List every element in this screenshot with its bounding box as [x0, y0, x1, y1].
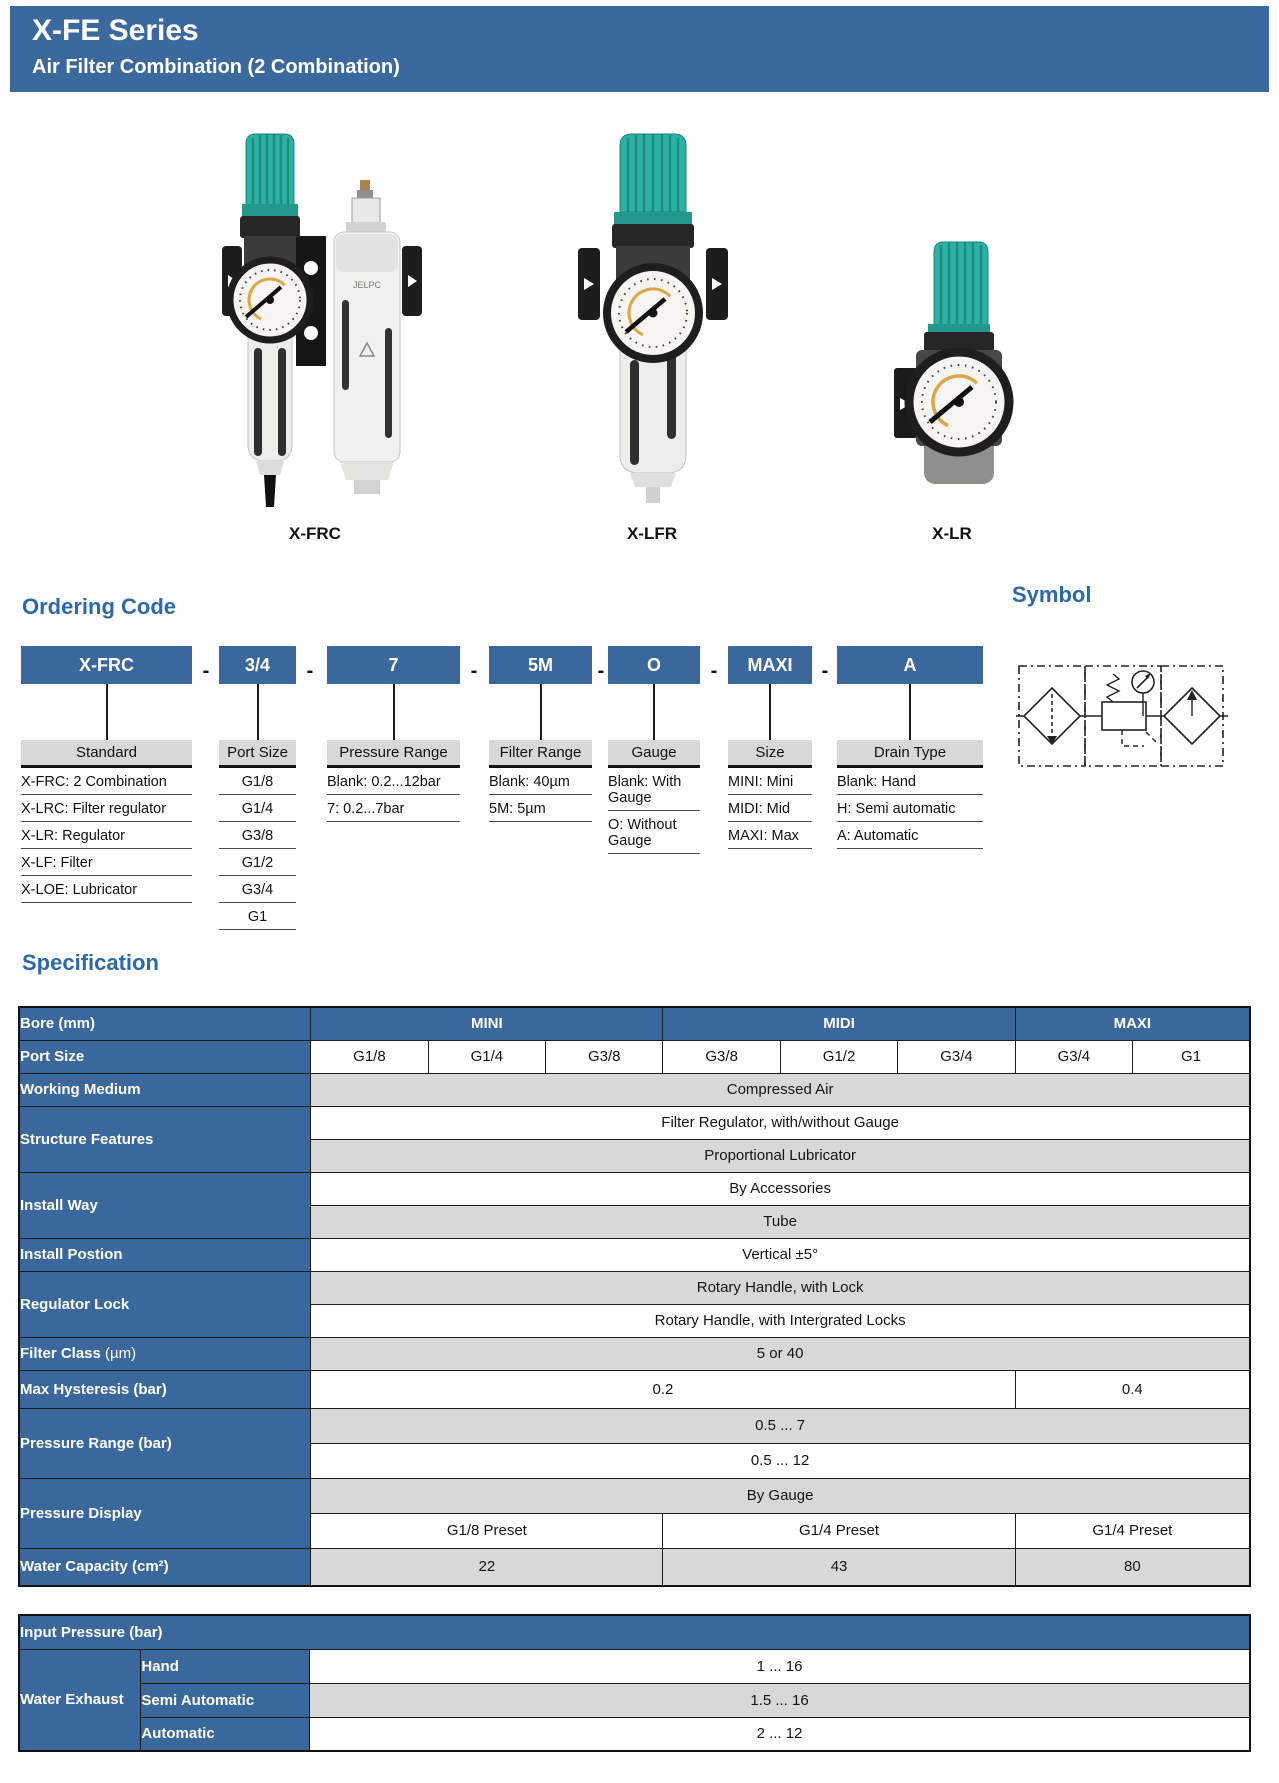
value-cell: 1 ... 16	[310, 1649, 1251, 1683]
option-item: 5M: 5µm	[489, 795, 592, 822]
row-label-working-medium: Working Medium	[19, 1073, 311, 1106]
header-bar	[10, 6, 1269, 92]
value-cell: Filter Regulator, with/without Gauge	[311, 1106, 1250, 1139]
table-row	[19, 1271, 1250, 1304]
product-image-x-frc	[222, 128, 422, 513]
option-item: H: Semi automatic	[837, 795, 983, 822]
value-cell: 0.4	[1015, 1370, 1250, 1408]
row-label-regulator-lock: Regulator Lock	[19, 1271, 311, 1337]
lubricator-unit	[334, 180, 400, 494]
code-box: A	[837, 646, 983, 684]
pneumatic-symbol-diagram	[1016, 658, 1228, 780]
row-label-install-postion: Install Postion	[19, 1238, 311, 1271]
option-item: MINI: Mini	[728, 768, 812, 795]
category-label: Standard	[21, 740, 192, 768]
filter-symbol	[1024, 688, 1080, 744]
row-label-max-hysteresis: Max Hysteresis (bar)	[19, 1370, 311, 1408]
row-label-water-capacity: Water Capacity (cm²)	[19, 1548, 311, 1586]
preset-cell: G1/4 Preset	[1015, 1513, 1250, 1548]
drain-stem	[264, 475, 276, 507]
value-cell: 22	[311, 1548, 663, 1586]
specification-heading: Specification	[22, 950, 159, 975]
connector-line	[257, 684, 259, 740]
connector-line	[769, 684, 771, 740]
product-image-x-lfr	[578, 128, 728, 513]
option-item: A: Automatic	[837, 822, 983, 849]
ordering-segment-gauge	[608, 646, 700, 854]
option-item: X-FRC: 2 Combination	[21, 768, 192, 795]
option-item: G1	[219, 903, 296, 930]
row-label-filter-class	[19, 1337, 311, 1370]
option-item: Blank: 40µm	[489, 768, 592, 795]
side-bracket-right	[706, 248, 728, 320]
value-cell: Compressed Air	[311, 1073, 1250, 1106]
value-cell: Vertical ±5°	[311, 1238, 1250, 1271]
table-row	[19, 1238, 1250, 1271]
port-cell: G3/4	[898, 1040, 1015, 1073]
preset-cell: G1/4 Preset	[663, 1513, 1015, 1548]
table-row	[19, 1007, 1250, 1040]
value-cell: 0.2	[311, 1370, 1015, 1408]
code-separator: -	[710, 660, 718, 682]
value-cell: 43	[663, 1548, 1015, 1586]
table-row	[19, 1337, 1250, 1370]
ordering-segment-standard	[21, 646, 192, 903]
port-cell: G3/8	[663, 1040, 780, 1073]
row-label-bore: Bore (mm)	[19, 1007, 311, 1040]
option-item: G3/8	[219, 822, 296, 849]
ordering-segment-filter-range	[489, 646, 592, 822]
value-cell: 1.5 ... 16	[310, 1683, 1251, 1717]
code-separator: -	[821, 660, 829, 682]
value-cell: 5 or 40	[311, 1337, 1250, 1370]
value-cell: 0.5 ... 7	[311, 1408, 1250, 1443]
code-separator: -	[306, 660, 314, 682]
table-row	[19, 1717, 1250, 1751]
connector-line	[540, 684, 542, 740]
row-label-automatic: Automatic	[141, 1717, 310, 1751]
option-item: Blank: 0.2...12bar	[327, 768, 460, 795]
filter-regulator-unit	[230, 134, 310, 507]
value-cell: Rotary Handle, with Lock	[311, 1271, 1250, 1304]
connector-line	[653, 684, 655, 740]
regulator-symbol	[1102, 671, 1158, 746]
row-label-port-size: Port Size	[19, 1040, 311, 1073]
option-item: O: Without Gauge	[608, 811, 700, 854]
option-item: X-LR: Regulator	[21, 822, 192, 849]
code-box: X-FRC	[21, 646, 192, 684]
code-separator: -	[470, 660, 478, 682]
pressure-gauge	[909, 352, 1009, 452]
pressure-gauge	[607, 267, 699, 359]
connector-line	[909, 684, 911, 740]
port-cell: G1/4	[428, 1040, 545, 1073]
page-title: X-FE Series	[32, 14, 199, 47]
code-box: 7	[327, 646, 460, 684]
page-subtitle: Air Filter Combination (2 Combination)	[32, 56, 400, 78]
option-item: 7: 0.2...7bar	[327, 795, 460, 822]
table-row	[19, 1548, 1250, 1586]
table-row	[19, 1370, 1250, 1408]
connector-line	[393, 684, 395, 740]
port-cell: G1/8	[311, 1040, 428, 1073]
row-label-water-exhaust: Water Exhaust	[19, 1649, 141, 1751]
table-row	[19, 1478, 1250, 1513]
table-row	[19, 1040, 1250, 1073]
ordering-segment-drain-type	[837, 646, 983, 849]
port-cell: G3/4	[1015, 1040, 1132, 1073]
value-cell: Tube	[311, 1205, 1250, 1238]
value-cell: By Accessories	[311, 1172, 1250, 1205]
product-image-x-lr	[888, 240, 1018, 510]
port-cell: G3/8	[546, 1040, 663, 1073]
table-row	[19, 1408, 1250, 1443]
option-item: X-LRC: Filter regulator	[21, 795, 192, 822]
table-row	[19, 1106, 1250, 1139]
option-item: G1/2	[219, 849, 296, 876]
product-label-x-lr: X-LR	[932, 524, 972, 543]
product-label-x-frc: X-FRC	[289, 524, 341, 543]
code-box: O	[608, 646, 700, 684]
pressure-gauge	[230, 260, 310, 340]
input-pressure-header: Input Pressure (bar)	[19, 1615, 1250, 1649]
row-label-pressure-display: Pressure Display	[19, 1478, 311, 1548]
value-cell: By Gauge	[311, 1478, 1250, 1513]
option-item: G1/4	[219, 795, 296, 822]
code-separator: -	[202, 660, 210, 682]
port-cell: G1/2	[780, 1040, 897, 1073]
category-label: Size	[728, 740, 812, 768]
row-label-install-way: Install Way	[19, 1172, 311, 1238]
table-row	[19, 1615, 1250, 1649]
ordering-segment-pressure-range	[327, 646, 460, 822]
value-cell: 80	[1015, 1548, 1250, 1586]
ordering-code-heading: Ordering Code	[22, 594, 177, 619]
category-label: Pressure Range	[327, 740, 460, 768]
port-cell: G1	[1133, 1040, 1250, 1073]
option-item: Blank: Hand	[837, 768, 983, 795]
category-label: Filter Range	[489, 740, 592, 768]
input-pressure-table	[18, 1614, 1251, 1752]
ordering-segment-size	[728, 646, 812, 849]
option-item: MIDI: Mid	[728, 795, 812, 822]
option-item: G3/4	[219, 876, 296, 903]
option-item: Blank: With Gauge	[608, 768, 700, 811]
size-header-midi: MIDI	[663, 1007, 1015, 1040]
option-item: MAXI: Max	[728, 822, 812, 849]
brand-text: JELPC	[352, 280, 382, 290]
preset-cell: G1/8 Preset	[311, 1513, 663, 1548]
value-cell: 2 ... 12	[310, 1717, 1251, 1751]
connector-line	[106, 684, 108, 740]
option-item: X-LF: Filter	[21, 849, 192, 876]
value-cell: 0.5 ... 12	[311, 1443, 1250, 1478]
value-cell: Rotary Handle, with Intergrated Locks	[311, 1304, 1250, 1337]
specification-table	[18, 1006, 1251, 1587]
ordering-segment-port-size	[219, 646, 296, 930]
product-label-x-lfr: X-LFR	[626, 524, 678, 543]
code-box: 5M	[489, 646, 592, 684]
code-box: 3/4	[219, 646, 296, 684]
row-label-pressure-range: Pressure Range (bar)	[19, 1408, 311, 1478]
row-label-structure-features: Structure Features	[19, 1106, 311, 1172]
option-item: X-LOE: Lubricator	[21, 876, 192, 903]
row-label-unit: (µm)	[105, 1345, 137, 1362]
symbol-heading: Symbol	[1012, 582, 1092, 607]
size-header-mini: MINI	[311, 1007, 663, 1040]
table-row	[19, 1073, 1250, 1106]
category-label: Port Size	[219, 740, 296, 768]
code-separator: -	[597, 660, 605, 682]
category-label: Drain Type	[837, 740, 983, 768]
category-label: Gauge	[608, 740, 700, 768]
side-bracket-left	[578, 248, 600, 320]
option-item: G1/8	[219, 768, 296, 795]
side-bracket-right	[402, 246, 422, 316]
row-label-semi-automatic: Semi Automatic	[141, 1683, 310, 1717]
value-cell: Proportional Lubricator	[311, 1139, 1250, 1172]
table-row	[19, 1172, 1250, 1205]
lubricator-symbol	[1164, 688, 1220, 744]
size-header-maxi: MAXI	[1015, 1007, 1250, 1040]
row-label-text: Filter Class	[20, 1345, 101, 1362]
row-label-hand: Hand	[141, 1649, 310, 1683]
code-box: MAXI	[728, 646, 812, 684]
table-row	[19, 1683, 1250, 1717]
table-row	[19, 1649, 1250, 1683]
